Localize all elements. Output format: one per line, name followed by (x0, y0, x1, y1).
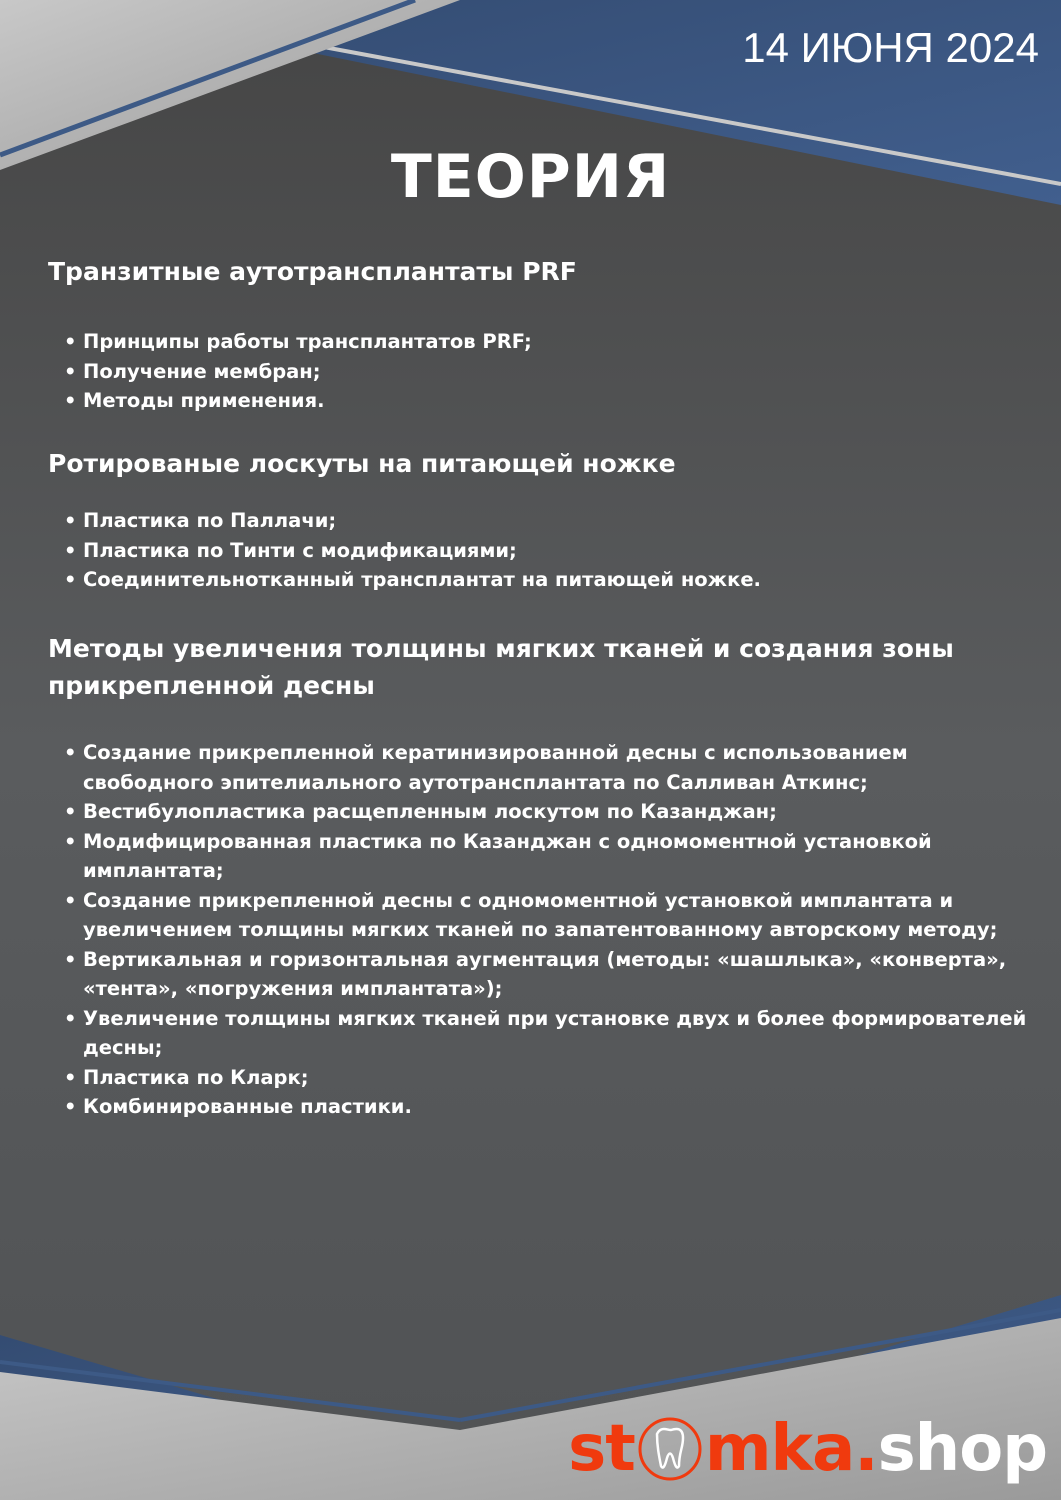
list-item: • Пластика по Тинти с модификациями; (83, 536, 1031, 566)
logo-part-mka: mka. (704, 1412, 878, 1486)
list-item: • Создание прикрепленной кератинизированной десны с использованием свободного эпителиального аутотрансплантата по Салливан Аткинс; (83, 738, 1041, 797)
list-item: • Соединительнотканный трансплантат на питающей ножке. (83, 565, 1031, 595)
event-date: 14 ИЮНЯ 2024 (742, 24, 1039, 71)
page-title: ТЕОРИЯ (390, 142, 671, 212)
list-item: • Принципы работы трансплантатов PRF; (83, 327, 1031, 357)
list-item: • Вертикальная и горизонтальная аугментация (методы: «шашлыка», «конверта», «тента», «погружения имплантата»); (83, 945, 1041, 1004)
list-item: • Комбинированные пластики. (83, 1092, 1041, 1122)
list-item: • Получение мембран; (83, 357, 1031, 387)
logo-part-shop: shop (877, 1412, 1047, 1486)
section-prf (48, 253, 1031, 416)
list-item: • Пластика по Паллачи; (83, 506, 1031, 536)
list-item: • Создание прикрепленной десны с одномоментной установкой имплантата и увеличением толщины мягких тканей по запатентованному авторскому методу; (83, 886, 1041, 945)
section-heading: Транзитные аутотрансплантаты PRF (48, 257, 577, 286)
section-rotated-flaps (48, 445, 1031, 595)
list-item: • Пластика по Кларк; (83, 1063, 1041, 1093)
section-heading: Методы увеличения толщины мягких тканей и создания зоны прикрепленной десны (48, 634, 954, 700)
list-item: • Модифицированная пластика по Казанджан с одномоментной установкой имплантата; (83, 827, 1041, 886)
list-item: • Методы применения. (83, 386, 1031, 416)
stomka-logo (568, 1412, 1047, 1486)
logo-part-st: st (568, 1412, 635, 1486)
tooth-logo-icon (637, 1416, 703, 1482)
section-soft-tissue (48, 630, 1041, 1122)
list-item: • Увеличение толщины мягких тканей при установке двух и более формирователей десны; (83, 1004, 1041, 1063)
section-heading: Ротированые лоскуты на питающей ножке (48, 449, 676, 478)
list-item: • Вестибулопластика расщепленным лоскутом по Казанджан; (83, 797, 1041, 827)
